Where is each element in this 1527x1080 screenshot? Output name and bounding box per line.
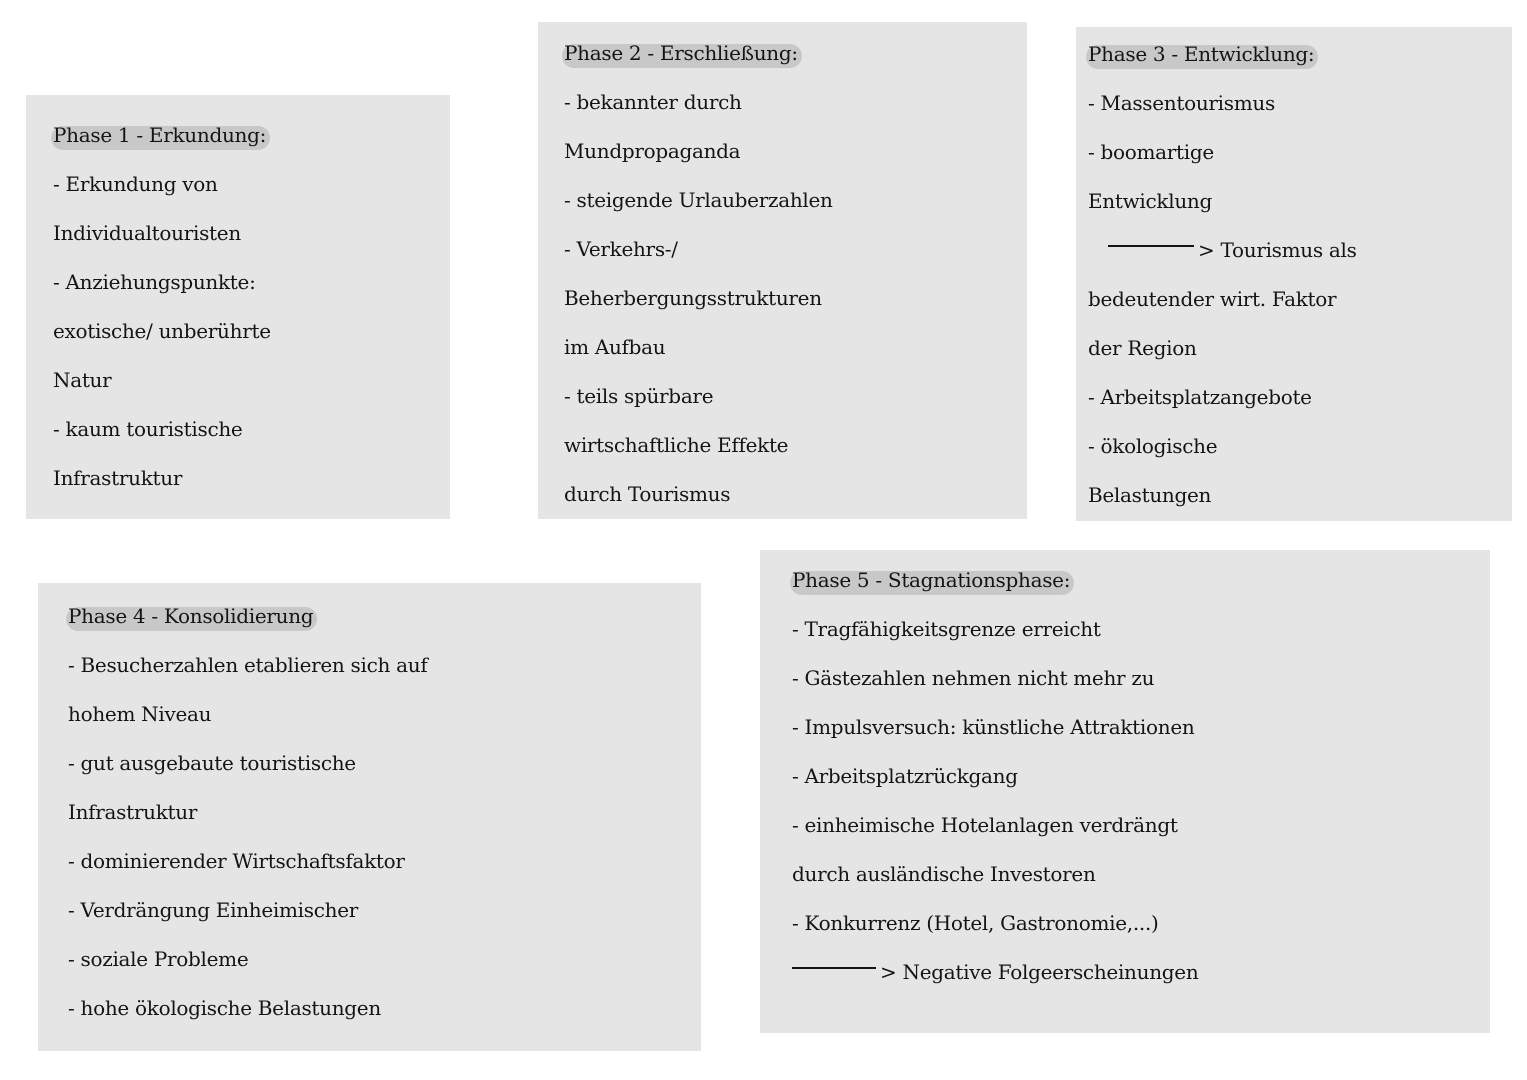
phase-3-title: Phase 3 - Entwicklung: <box>1088 30 1314 79</box>
phase-4-card <box>38 583 701 1051</box>
phase-4-title: Phase 4 - Konsolidierung <box>68 592 313 641</box>
phase-1-line: Infrastruktur <box>53 466 183 490</box>
phase-3-line: - boomartige <box>1088 140 1214 164</box>
phase-2-line: Mundpropaganda <box>564 139 741 163</box>
phase-2-title: Phase 2 - Erschließung: <box>564 29 798 78</box>
phase-5-line: - Gästezahlen nehmen nicht mehr zu <box>792 666 1155 690</box>
phase-2-line: durch Tourismus <box>564 482 731 506</box>
arrow-icon <box>1108 245 1194 247</box>
phase-5-line: - einheimische Hotelanlagen verdrängt <box>792 813 1178 837</box>
phase-2-line: wirtschaftliche Effekte <box>564 433 789 457</box>
phase-5-line: - Konkurrenz (Hotel, Gastronomie,...) <box>792 911 1159 935</box>
phase-3-line: - Massentourismus <box>1088 91 1275 115</box>
phase-4-line: - Besucherzahlen etablieren sich auf <box>68 653 428 677</box>
phase-1-line: - Erkundung von <box>53 172 218 196</box>
phase-3-card <box>1076 27 1512 521</box>
phase-2-line: Beherbergungsstrukturen <box>564 286 822 310</box>
phase-5-title: Phase 5 - Stagnationsphase: <box>792 556 1070 605</box>
phase-2-line: im Aufbau <box>564 335 666 359</box>
phase-1-line: - kaum touristische <box>53 417 243 441</box>
phase-1-line: - Anziehungspunkte: <box>53 270 256 294</box>
phase-5-line: - Tragfähigkeitsgrenze erreicht <box>792 617 1101 641</box>
phase-2-line: - teils spürbare <box>564 384 714 408</box>
phase-5-card <box>760 550 1490 1033</box>
phase-1-line: exotische/ unberührte <box>53 319 271 343</box>
phase-3-arrow-line: > Tourismus als <box>1088 226 1512 275</box>
phase-5-line: durch ausländische Investoren <box>792 862 1096 886</box>
phase-5-line: - Impulsversuch: künstliche Attraktionen <box>792 715 1195 739</box>
phase-2-card <box>538 22 1027 519</box>
phase-4-line: - Verdrängung Einheimischer <box>68 898 359 922</box>
phase-4-line: Infrastruktur <box>68 800 198 824</box>
phase-5-line: - Arbeitsplatzrückgang <box>792 764 1018 788</box>
phase-3-line: Belastungen <box>1088 483 1212 507</box>
phase-1-title: Phase 1 - Erkundung: <box>53 111 266 160</box>
arrow-icon <box>792 967 876 969</box>
phase-5-arrow-line: > Negative Folgeerscheinungen <box>792 948 1490 997</box>
phase-3-line: Entwicklung <box>1088 189 1213 213</box>
phase-1-line: Individualtouristen <box>53 221 241 245</box>
phase-2-line: - Verkehrs-/ <box>564 237 678 261</box>
phase-4-line: - gut ausgebaute touristische <box>68 751 356 775</box>
phase-3-line: - ökologische <box>1088 434 1218 458</box>
phase-4-line: - soziale Probleme <box>68 947 249 971</box>
phase-1-line: Natur <box>53 368 112 392</box>
phase-3-line: der Region <box>1088 336 1197 360</box>
phase-4-line: - hohe ökologische Belastungen <box>68 996 381 1020</box>
phase-2-line: - steigende Urlauberzahlen <box>564 188 833 212</box>
phase-4-line: - dominierender Wirtschaftsfaktor <box>68 849 405 873</box>
phase-1-card <box>26 95 450 519</box>
phase-3-line: - Arbeitsplatzangebote <box>1088 385 1312 409</box>
phase-4-line: hohem Niveau <box>68 702 212 726</box>
phase-2-line: - bekannter durch <box>564 90 742 114</box>
phase-3-line: bedeutender wirt. Faktor <box>1088 287 1337 311</box>
